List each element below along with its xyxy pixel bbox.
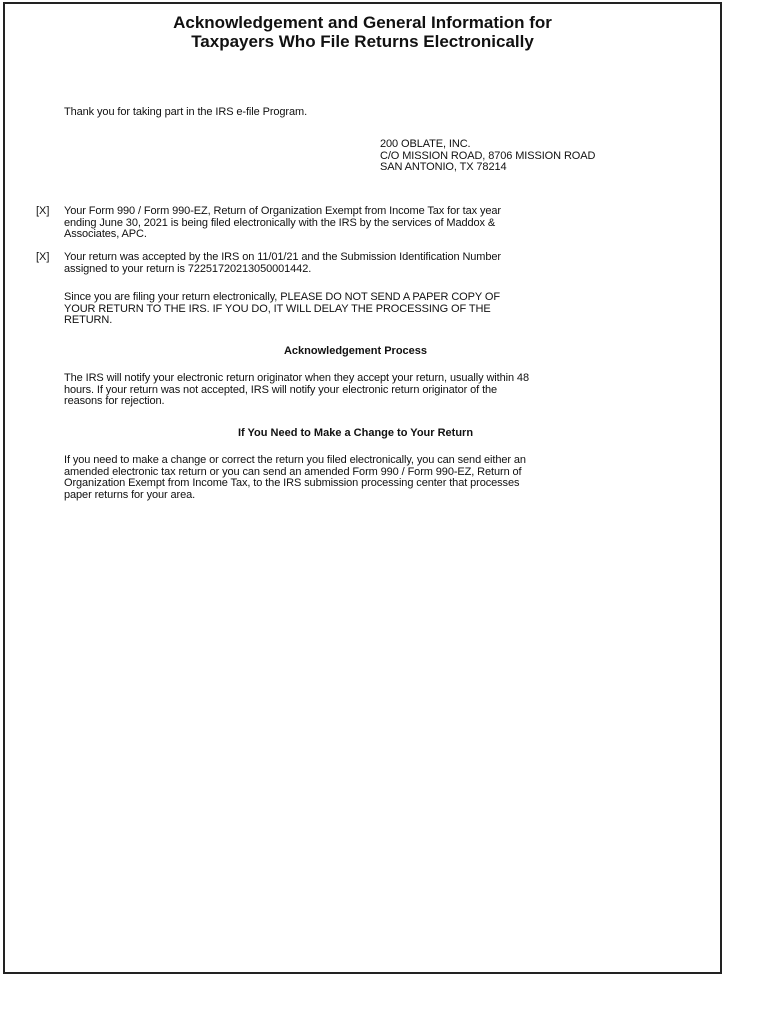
acceptance-statement-line-2: assigned to your return is 72251720213050001442. [64,262,312,275]
address-line-3: SAN ANTONIO, TX 78214 [380,161,507,173]
notice-line-3: RETURN. [64,314,113,326]
address-line-1: 200 OBLATE, INC. [380,138,471,150]
notice-line-2: YOUR RETURN TO THE IRS. IF YOU DO, IT WILL DELAY THE PROCESSING OF THE [64,302,491,315]
acknowledgement-line-2: hours. If your return was not accepted, IRS will notify your electronic return originator of the [64,383,498,396]
filing-statement-line-1: Your Form 990 / Form 990-EZ, Return of Organization Exempt from Income Tax for tax year [64,205,501,217]
filing-statement-line-2: ending June 30, 2021 is being filed electronically with the IRS by the services of Maddox & [64,216,496,229]
acknowledgement-paragraph [64,373,529,408]
filing-statement [64,206,501,241]
change-return-line-3: Organization Exempt from Income Tax, to the IRS submission processing center that processes [64,477,520,489]
checkbox-mark-2: [X] [36,251,50,263]
acknowledgement-line-3: reasons for rejection. [64,395,165,407]
acceptance-statement [64,252,501,275]
acknowledgement-line-1: The IRS will notify your electronic return originator when they accept your return, usually within 48 [64,372,529,384]
document-title-line-1: Acknowledgement and General Information for [173,13,552,32]
address-line-2: C/O MISSION ROAD, 8706 MISSION ROAD [380,149,596,162]
address-block [380,139,595,174]
notice-line-1: Since you are filing your return electronically, PLEASE DO NOT SEND A PAPER COPY OF [64,291,500,303]
acceptance-statement-line-1: Your return was accepted by the IRS on 11/01/21 and the Submission Identification Number [64,251,501,263]
change-return-line-4: paper returns for your area. [64,488,196,501]
filing-statement-line-3: Associates, APC. [64,228,147,240]
checkbox-mark-1: [X] [36,205,50,217]
paper-copy-notice [64,292,500,327]
document-title-line-2: Taxpayers Who File Returns Electronically [191,32,534,51]
page-frame [3,2,722,974]
change-return-paragraph [64,455,526,501]
change-return-line-1: If you need to make a change or correct the return you filed electronically, you can send either an [64,454,526,466]
section-heading-acknowledgement: Acknowledgement Process [283,345,428,357]
section-heading-change-return: If You Need to Make a Change to Your Return [237,427,474,439]
greeting-text: Thank you for taking part in the IRS e-file Program. [64,106,308,118]
change-return-line-2: amended electronic tax return or you can send an amended Form 990 / Form 990-EZ, Return of [64,465,522,478]
